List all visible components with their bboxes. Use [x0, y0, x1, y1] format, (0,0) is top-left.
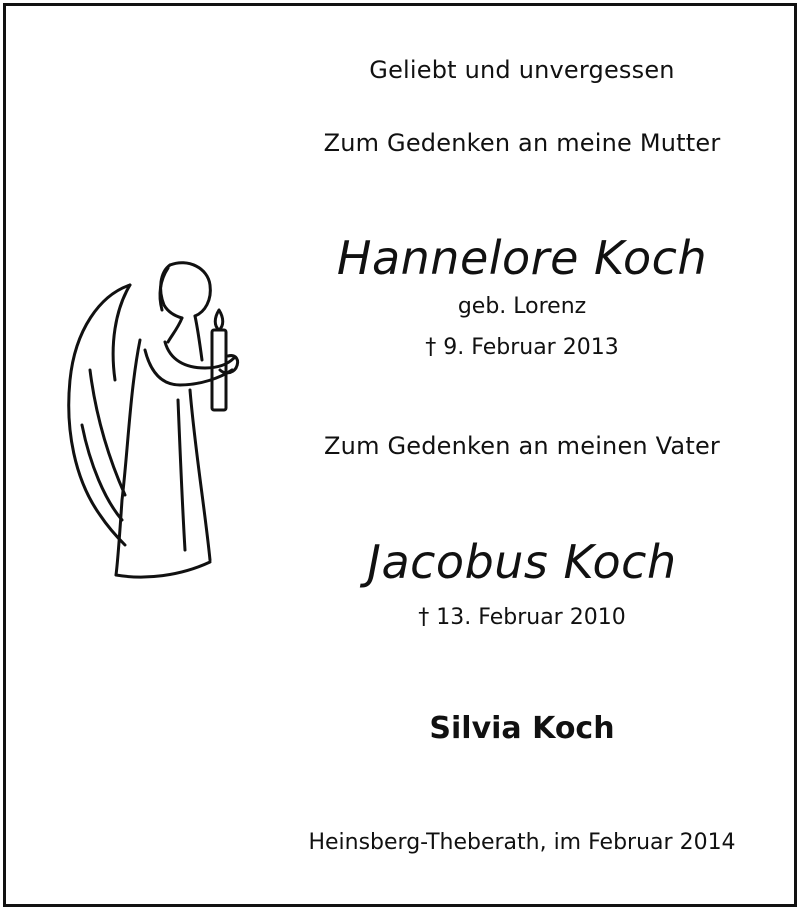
- motto-text: Geliebt und unvergessen: [369, 56, 675, 84]
- mother-maiden-name: geb. Lorenz: [457, 294, 587, 319]
- mother-name: Hannelore Koch: [336, 231, 708, 285]
- father-death-date: † 13. Februar 2010: [418, 605, 626, 630]
- place-date-text: Heinsberg-Theberath, im Februar 2014: [308, 830, 736, 855]
- signer-name: Silvia Koch: [429, 711, 615, 746]
- intro-mother-text: Zum Gedenken an meine Mutter: [323, 129, 721, 157]
- angel-with-candle-icon: [60, 250, 250, 590]
- father-name: Jacobus Koch: [367, 535, 677, 589]
- mother-death-date: † 9. Februar 2013: [425, 335, 619, 360]
- intro-father-text: Zum Gedenken an meinen Vater: [324, 432, 720, 460]
